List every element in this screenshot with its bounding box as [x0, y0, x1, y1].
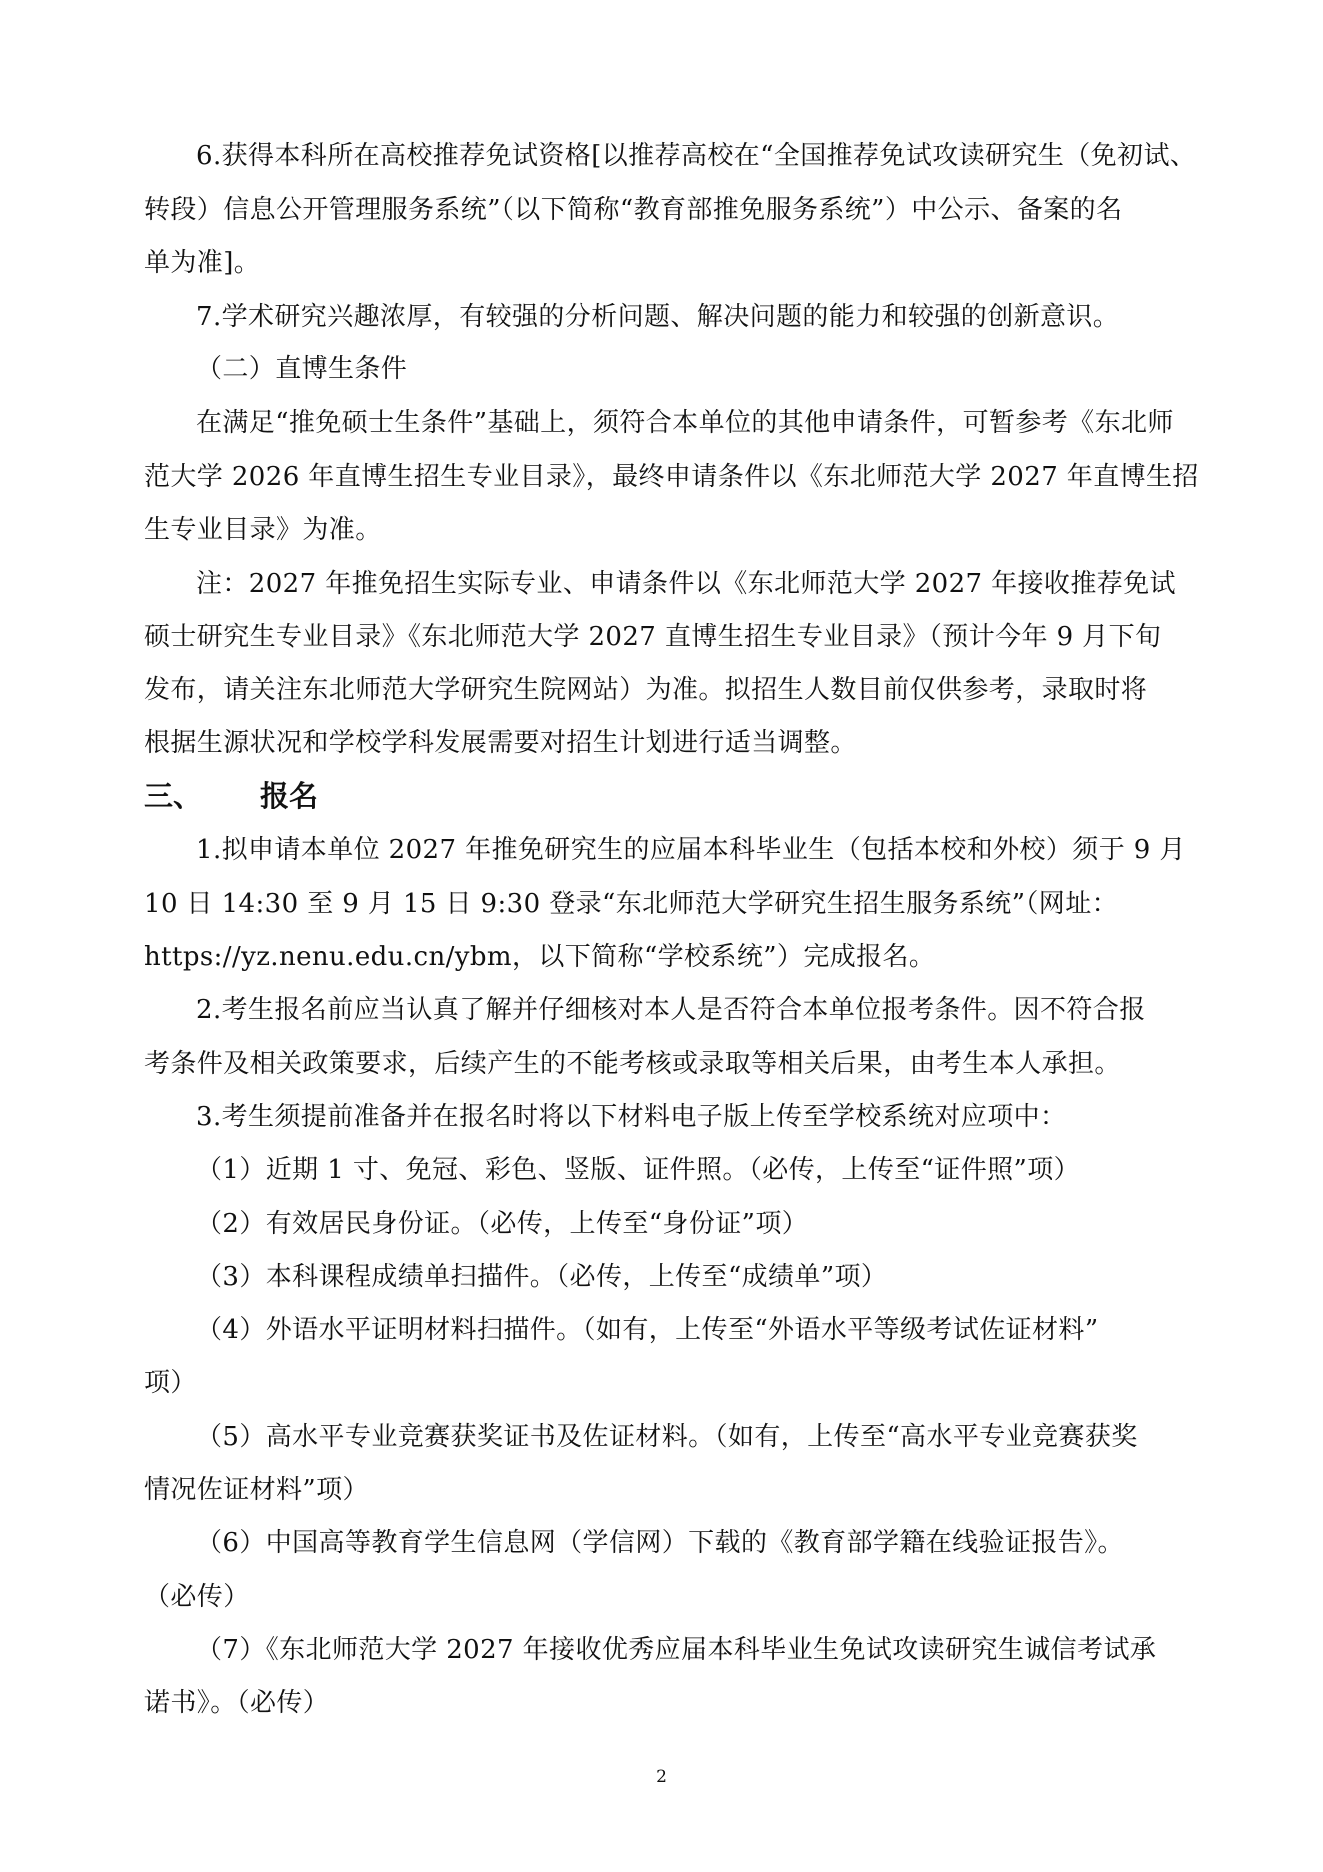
list-item-line: 2.考生报名前应当认真了解并仔细核对本人是否符合本单位报考条件。因不符合报: [196, 995, 1146, 1025]
note-line: 硕士研究生专业目录》《东北师范大学 2027 直博生招生专业目录》（预计今年 9 月下旬: [144, 622, 1162, 652]
paragraph-line: 范大学 2026 年直博生招生专业目录》，最终申请条件以《东北师范大学 2027 年直博生招: [144, 462, 1199, 492]
list-item-line: （5）高水平专业竞赛获奖证书及佐证材料。（如有，上传至“高水平专业竞赛获奖: [196, 1422, 1138, 1452]
note-line: 根据生源状况和学校学科发展需要对招生计划进行适当调整。: [144, 728, 857, 758]
note-line: 发布，请关注东北师范大学研究生院网站）为准。拟招生人数目前仅供参考，录取时将: [144, 675, 1148, 705]
section-title: 报名: [260, 779, 319, 813]
subsection-heading: （二）直博生条件: [196, 354, 408, 384]
list-item-line: （2）有效居民身份证。（必传，上传至“身份证”项）: [196, 1209, 809, 1239]
paragraph-line: 7.学术研究兴趣浓厚，有较强的分析问题、解决问题的能力和较强的创新意识。: [196, 302, 1120, 332]
list-item-line: 情况佐证材料”项）: [144, 1475, 369, 1505]
list-item-line: 1.拟申请本单位 2027 年推免研究生的应届本科毕业生（包括本校和外校）须于 9 月: [196, 835, 1186, 865]
list-item-line: 3.考生须提前准备并在报名时将以下材料电子版上传至学校系统对应项中：: [196, 1102, 1067, 1132]
list-item-line: 考条件及相关政策要求，后续产生的不能考核或录取等相关后果，由考生本人承担。: [144, 1049, 1121, 1079]
list-item-line: https://yz.nenu.edu.cn/ybm，以下简称“学校系统”）完成报名。: [144, 942, 936, 972]
paragraph-line: 6.获得本科所在高校推荐免试资格[以推荐高校在“全国推荐免试攻读研究生（免初试、: [196, 141, 1197, 171]
list-item-line: （4）外语水平证明材料扫描件。（如有，上传至“外语水平等级考试佐证材料”: [196, 1315, 1099, 1345]
paragraph-line: 单为准]。: [144, 248, 261, 278]
paragraph-line: 在满足“推免硕士生条件”基础上，须符合本单位的其他申请条件，可暂参考《东北师: [196, 408, 1174, 438]
list-item-line: （7）《东北师范大学 2027 年接收优秀应届本科毕业生免试攻读研究生诚信考试承: [196, 1635, 1157, 1665]
list-item-line: 诺书》。（必传）: [144, 1688, 330, 1718]
list-item-line: （3）本科课程成绩单扫描件。（必传，上传至“成绩单”项）: [196, 1262, 888, 1292]
list-item-line: （6）中国高等教育学生信息网（学信网）下载的《教育部学籍在线验证报告》。: [196, 1528, 1124, 1558]
section-heading: [144, 777, 318, 815]
section-number: 三、: [144, 779, 203, 813]
page-number: 2: [656, 1767, 667, 1787]
list-item-line: 10 日 14:30 至 9 月 15 日 9:30 登录“东北师范大学研究生招生服务系统”（网址：: [144, 889, 1118, 919]
list-item-line: （1）近期 1 寸、免冠、彩色、竖版、证件照。（必传，上传至“证件照”项）: [196, 1155, 1080, 1185]
note-line: 注：2027 年推免招生实际专业、申请条件以《东北师范大学 2027 年接收推荐免试: [196, 569, 1176, 599]
paragraph-line: 转段）信息公开管理服务系统”（以下简称“教育部推免服务系统”）中公示、备案的名: [144, 195, 1123, 225]
paragraph-line: 生专业目录》为准。: [144, 515, 382, 545]
list-item-line: 项）: [144, 1368, 197, 1398]
list-item-line: （必传）: [144, 1582, 250, 1612]
